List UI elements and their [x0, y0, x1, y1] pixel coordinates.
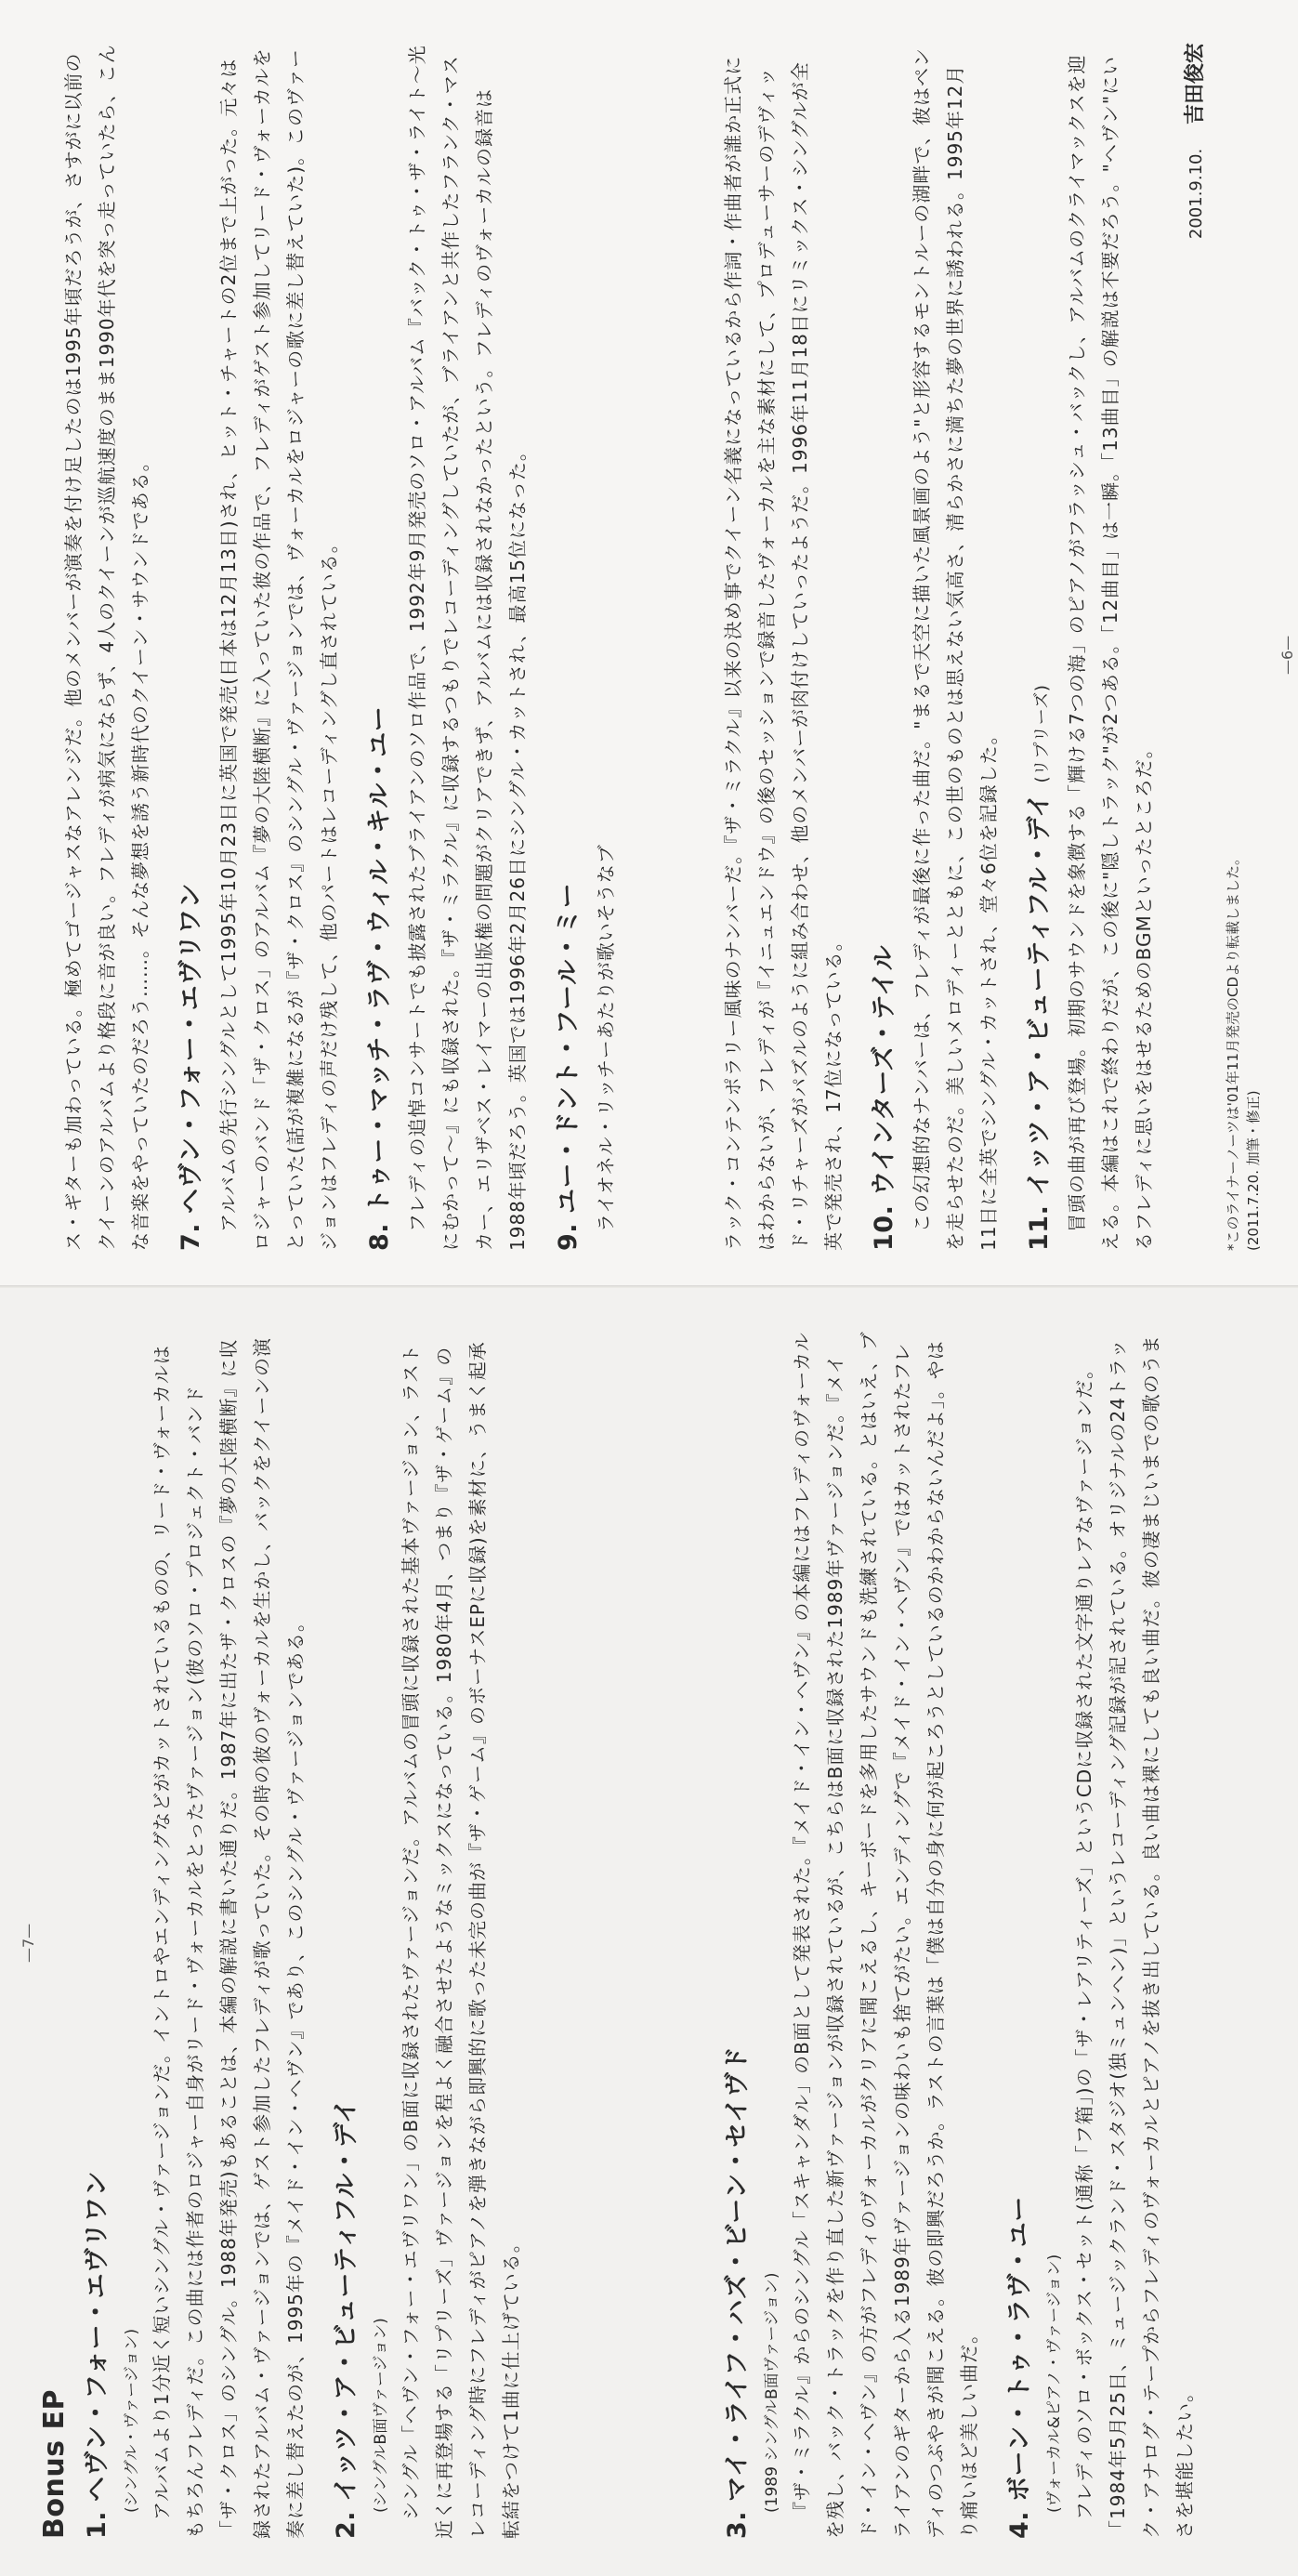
column-left: [38, 1331, 541, 2539]
track-11-title-suffix: (リプリーズ): [1032, 684, 1052, 783]
bonus-2-subtitle: (シングルB面ヴァージョン): [372, 2318, 390, 2513]
page-number: —7—: [20, 1923, 37, 1963]
column-right: [716, 1331, 1214, 2539]
liner-notes-page-7: [0, 1288, 1298, 2576]
track-9-text: ライオネル・リッチーあたりが歌いそうなブ: [595, 844, 617, 1232]
track-11-text: 冒頭の曲が再び登場。初期のサウンドを象徴する「輝ける7つの海」のピアノがフラッシュ・バックし、アルバムのクライマックスを迎える。本編はこれで終わりだが、この後に"隠しトラック"が2つある。「12曲目」は一瞬。「13曲目」の解説は不要だろう。"ヘヴン"にいるフレディに思いをはせるためのBGMといったところだ。: [1066, 54, 1155, 1251]
bonus-3-subtitle: (1989 シングルB面ヴァージョン): [763, 2272, 781, 2513]
rotated-text-block: [10, 1288, 1298, 2576]
bonus-3-text: 『ザ・ミラクル』からのシングル「スキャンダル」のB面として発表された。『メイド・イン・ヘヴン』の本編にはフレディのヴォーカルを残し、バック・トラックを作り直した新ヴァージョンが収録されているが、こちらはB面に収録された1989年ヴァージョンだ。『メイド・イン・ヘヴン』の方がフレディのヴォーカルがクリアに聞こえるし、キーボードを多用したサウンドも洗練されている。とはいえ、ブライアンのギターから入る1989年ヴァージョンの味わいも捨てがたい。エンディングで『メイド・イン・ヘヴン』ではカットされたフレディのつぶやきが聞こえる。彼の即興だろうか。ラストの言葉は「僕は自分の身に何が起ころうとしているのかわからないんだよ」。やはり痛いほど美しい曲だ。: [791, 1331, 980, 2539]
paragraph-continued: ラック・コンテンポラリー風味のナンバーだ。『ザ・ミラクル』以来の決め事でクイーン名義になっているから作詞・作曲者が誰か正式にはわからないが、フレディが『イニュエンドウ』の後のセッションで録音したヴォーカルを主な素材にして、プロデューサーのデヴィッド・リチャーズがパズルのように組み合わせ、他のメンバーが肉付けしていったようだ。1996年11月18日にリミックス・シングルが全英で発売され、17位になっている。: [722, 55, 845, 1251]
reprint-note-line-1: *このライナーノーツは'01年11月発売のCDより転載しました。: [1225, 850, 1241, 1251]
track-11-title-main: 11. イッツ・ア・ビューティフル・デイ: [1025, 792, 1054, 1251]
bonus-1-text: アルバムより1分近く短いシングル・ヴァージョンだ。イントロやエンディングなどがカットされているものの、リード・ヴォーカルはもちろんフレディだ。この曲には作者のロジャー自身がリード・ヴォーカルをとったヴァージョン(彼のソロ・プロジェクト・バンド「ザ・クロス」のシングル。1988年発売)もあることは、本編の解説に書いた通りだ。1987年に出たザ・クロスの『夢の大陸横断』に収録されたアルバム・ヴァージョンでは、ゲスト参加したフレディが歌っていた。その時の彼のヴォーカルを生かし、バックをクイーンの演奏に差し替えたのが、1995年の『メイド・イン・ヘヴン』であり、このシングル・ヴァージョンである。: [151, 1337, 307, 2539]
column-right: [716, 43, 1264, 1251]
signature-date: 2001.9.10.: [1187, 148, 1206, 240]
bonus-2-title: 2. イッツ・ア・ビューティフル・デイ: [332, 2097, 361, 2539]
track-8-text: フレディの追悼コンサートでも披露されたブライアンのソロ作品で、1992年9月発売のソロ・アルバム『バック・トゥ・ザ・ライト～光にむかって～』にも収録された。『ザ・ミラクル』に収録するつもりでレコーディングしていたが、ブライアンと共作したフランク・マスカー、エリザベス・レイマーの出版権の問題がクリアできず、アルバムには収録されなかったという。フレディのヴォーカルの録音は1988年頃だろう。英国では1996年2月26日にシングル・カットされ、最高15位になった。: [406, 45, 529, 1251]
bonus-2-text: シングル「ヘヴン・フォー・エヴリワン」のB面に収録されたヴァージョンだ。アルバムの冒頭に収録された基本ヴァージョン、ラスト近くに再登場する「リプリーズ」ヴァージョンを程よく融合させたようなミックスになっている。1980年4月、つまり『ザ・ゲーム』のレコーディング時にフレディがピアノを弾きながら即興的に歌った未完の曲が『ザ・ゲーム』のボーナスEPに収録)を素材に、うまく起承転結をつけて1曲に仕上げている。: [400, 1341, 522, 2539]
track-8-title: 8. トゥー・マッチ・ラヴ・ウィル・キル・ユー: [365, 705, 394, 1251]
page-number: —6—: [1278, 635, 1296, 675]
signature: [1179, 43, 1208, 1251]
bonus-4-title: 4. ボーン・トゥ・ラヴ・ユー: [1005, 2196, 1034, 2539]
reprint-note-line-2: (2011.7.20. 加筆・修正): [1245, 1090, 1262, 1251]
track-7-text: アルバムの先行シングルとして1995年10月23日に英国で発売(日本は12月13日)され、ヒット・チャートの2位まで上がった。元々はロジャーのバンド「ザ・クロス」のアルバム『夢の大陸横断』に入っていた彼の作品で、フレディがゲスト参加してリード・ヴォーカルをとっていた(話が複雑になるが『ザ・クロス』のシングル・ヴァージョンでは、ヴォーカルをロジャーの歌に差し替えていた)。このヴァージョンはフレディの声だけ残して、他のパートはレコーディングし直されている。: [217, 47, 340, 1251]
track-11-title: [1018, 43, 1055, 1251]
track-9-title: 9. ユー・ドント・フール・ミー: [554, 882, 583, 1251]
signature-name: 吉田俊宏: [1184, 43, 1207, 125]
track-7-title: 7. ヘヴン・フォー・エヴリワン: [177, 882, 205, 1251]
column-left: [57, 43, 636, 1251]
paragraph-intro: ス・ギターも加わっている。極めてゴージャスなアレンジだ。他のメンバーが演奏を付け足したのは1995年頃だろうが、さすがに以前のクイーンのアルバムより格段に音が良い。フレディが病気にならず、4人のクイーンが巡航速度のまま1990年代を突っ走っていたら、こんな音楽をやっていたのだろう……。そんな夢想を誘う新時代のクイーン・サウンドである。: [62, 44, 151, 1251]
rotated-text-block: [10, 0, 1298, 1288]
bonus-3-title: 3. マイ・ライフ・ハズ・ビーン・セイヴド: [723, 2045, 752, 2539]
bonus-4-text: フレディのソロ・ボックス・セット(通称「フ箱」)の「ザ・レアリティーズ」というCDに収録された文字通りレアなヴァージョンだ。「1984年5月25日、ミュージックランド・スタジオ(独ミュンヘン)」というレコーディング記録が記されている。オリジナルの24トラック・アナログ・テープからフレディのヴォーカルとピアノを抜き出している。良い曲は裸にしても良い曲だ。彼の凄まじいまでの歌のうまさを堪能したい。: [1073, 1334, 1196, 2539]
track-10-title: 10. ウインターズ・テイル: [870, 944, 898, 1251]
bonus-4-subtitle: (ヴォーカル&ピアノ・ヴァージョン): [1045, 2254, 1064, 2513]
reprint-note: [1223, 43, 1264, 1251]
bonus-1-subtitle: (シングル・ヴァージョン): [123, 2328, 141, 2513]
bonus-ep-heading: Bonus EP: [38, 2389, 71, 2539]
bonus-1-title: 1. ヘヴン・フォー・エヴリワン: [83, 2170, 111, 2539]
track-10-text: この幻想的なナンバーは、フレディが最後に作った曲だ。"まるで天空に描いた風景画のよう"と形容するモントルーの湖畔で、彼はペンを走らせたのだ。美しいメロディーとともに、この世のものとは思えない気高さ、清らかさに満ちた夢の世界に誘われる。1995年12月11日に全英でシングル・カットされ、堂々6位を記録した。: [911, 47, 1000, 1251]
